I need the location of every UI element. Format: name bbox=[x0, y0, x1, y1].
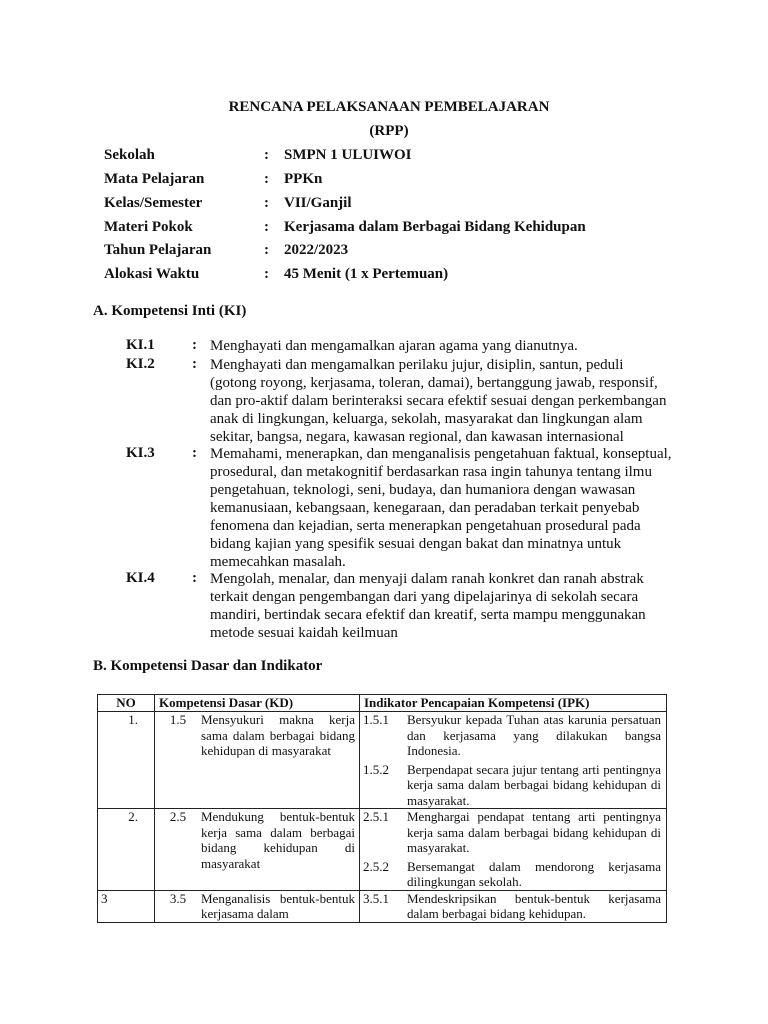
ipk-text: Mendeskripsikan bentuk-bentuk kerjasama dalam berbagai bidang kehidupan. bbox=[407, 890, 661, 921]
table-row bbox=[98, 890, 667, 922]
row-kd bbox=[155, 890, 360, 922]
identity-colon: : bbox=[264, 171, 269, 187]
identity-colon: : bbox=[264, 147, 269, 163]
identity-value: SMPN 1 ULUIWOI bbox=[284, 147, 412, 163]
ipk-number: 1.5.1 bbox=[363, 712, 389, 727]
header-ipk: Indikator Pencapaian Kompetensi (IPK) bbox=[360, 695, 667, 712]
kd-text: Mendukung bentuk-bentuk kerja sama dalam berbagai bidang kehidupan di masyarakat bbox=[201, 809, 355, 871]
table-row bbox=[98, 809, 667, 891]
row-kd bbox=[155, 809, 360, 891]
identity-value: PPKn bbox=[284, 171, 323, 187]
ki-colon: : bbox=[192, 356, 197, 372]
ipk-number: 2.5.2 bbox=[363, 858, 389, 874]
ipk-number: 1.5.2 bbox=[363, 761, 389, 777]
row-kd bbox=[155, 712, 360, 809]
identity-label: Alokasi Waktu bbox=[104, 266, 200, 282]
ipk-item bbox=[360, 712, 666, 759]
document-subtitle: (RPP) bbox=[369, 123, 409, 139]
identity-colon: : bbox=[264, 195, 269, 211]
ipk-number: 3.5.1 bbox=[363, 890, 389, 906]
header-no: NO bbox=[98, 695, 155, 712]
ki-label: KI.1 bbox=[126, 337, 155, 353]
identity-colon: : bbox=[264, 242, 269, 258]
ipk-text: Berpendapat secara jujur tentang arti pentingnya kerja sama dalam berbagai bidang kehidupan di masyarakat. bbox=[407, 761, 661, 808]
competency-table bbox=[97, 694, 667, 923]
ipk-text: Bersemangat dalam mendorong kerjasama dilingkungan sekolah. bbox=[407, 858, 661, 889]
identity-label: Kelas/Semester bbox=[104, 195, 203, 211]
row-ipk bbox=[360, 890, 667, 922]
identity-value: VII/Ganjil bbox=[284, 195, 352, 211]
row-no: 3 bbox=[98, 890, 155, 922]
ipk-item bbox=[360, 809, 666, 856]
identity-colon: : bbox=[264, 219, 269, 235]
kd-text: Mensyukuri makna kerja sama dalam berbagai bidang kehidupan di masyarakat bbox=[201, 712, 355, 758]
ki-label: KI.2 bbox=[126, 356, 155, 372]
ki-text: Mengolah, menalar, dan menyaji dalam ranah konkret dan ranah abstrak terkait dengan pengembangan dari yang dipelajarinya di sekolah secara mandiri, bertindak secara efektif dan kreatif, serta mampu menggunakan metode sesuai kaidah keilmuan bbox=[210, 571, 646, 641]
identity-value: Kerjasama dalam Berbagai Bidang Kehidupan bbox=[284, 219, 586, 235]
identity-value: 45 Menit (1 x Pertemuan) bbox=[284, 266, 449, 282]
ki-label: KI.4 bbox=[126, 570, 155, 586]
ipk-number: 2.5.1 bbox=[363, 809, 389, 824]
row-ipk bbox=[360, 809, 667, 891]
identity-label: Tahun Pelajaran bbox=[104, 242, 212, 258]
ipk-item bbox=[360, 762, 666, 809]
document-title: RENCANA PELAKSANAAN PEMBELAJARAN bbox=[228, 99, 550, 115]
ki-colon: : bbox=[192, 570, 197, 586]
kd-number: 3.5 bbox=[169, 890, 187, 906]
identity-colon: : bbox=[264, 266, 269, 282]
table-row bbox=[98, 712, 667, 809]
ipk-text: Bersyukur kepada Tuhan atas karunia persatuan dan kerjasama yang dilakukan bangsa Indonesia. bbox=[407, 712, 661, 758]
ki-text: Menghayati dan mengamalkan perilaku jujur, disiplin, santun, peduli (gotong royong, kerjasama, toleran, damai), bertanggung jawab, responsif, dan pro-aktif dalam berinteraksi secara efektif sesuai dengan perkembangan anak di lingkungan, keluarga, sekolah, masyarakat dan lingkungan alam sekitar, bangsa, negara, kawasan regional, dan kawasan internasional bbox=[210, 357, 667, 445]
kd-text: Menganalisis bentuk-bentuk kerjasama dalam bbox=[201, 890, 355, 921]
identity-label: Mata Pelajaran bbox=[104, 171, 205, 187]
ki-colon: : bbox=[192, 337, 197, 353]
ipk-item bbox=[360, 891, 666, 922]
ipk-text: Menghargai pendapat tentang arti pentingnya kerja sama dalam berbagai bidang kehidupan di masyarakat. bbox=[407, 809, 661, 855]
kd-number: 2.5 bbox=[169, 809, 187, 824]
kd-number: 1.5 bbox=[169, 712, 187, 727]
row-ipk bbox=[360, 712, 667, 809]
ki-label: KI.3 bbox=[126, 445, 155, 461]
identity-label: Materi Pokok bbox=[104, 219, 193, 235]
ipk-item bbox=[360, 859, 666, 890]
identity-value: 2022/2023 bbox=[284, 242, 349, 258]
ki-text: Menghayati dan mengamalkan ajaran agama yang dianutnya. bbox=[210, 338, 578, 354]
identity-label: Sekolah bbox=[104, 147, 155, 163]
table-header-row bbox=[98, 695, 667, 712]
section-b-heading: B. Kompetensi Dasar dan Indikator bbox=[93, 658, 323, 674]
row-no: 2. bbox=[98, 809, 155, 891]
ki-text: Memahami, menerapkan, dan menganalisis pengetahuan faktual, konseptual, prosedural, dan metakognitif berdasarkan rasa ingin tahunya tentang ilmu pengetahuan, teknologi, seni, budaya, dan humaniora dengan wawasan kemanusiaan, kebangsaan, kenegaraan, dan peradaban terkait penyebab fenomena dan kejadian, serta menerapkan pengetahuan prosedural pada bidang kajian yang spesifik sesuai dengan bakat dan minatnya untuk memecahkan masalah. bbox=[210, 446, 672, 570]
header-kd: Kompetensi Dasar (KD) bbox=[155, 695, 360, 712]
section-a-heading: A. Kompetensi Inti (KI) bbox=[93, 303, 247, 319]
ki-colon: : bbox=[192, 445, 197, 461]
row-no: 1. bbox=[98, 712, 155, 809]
